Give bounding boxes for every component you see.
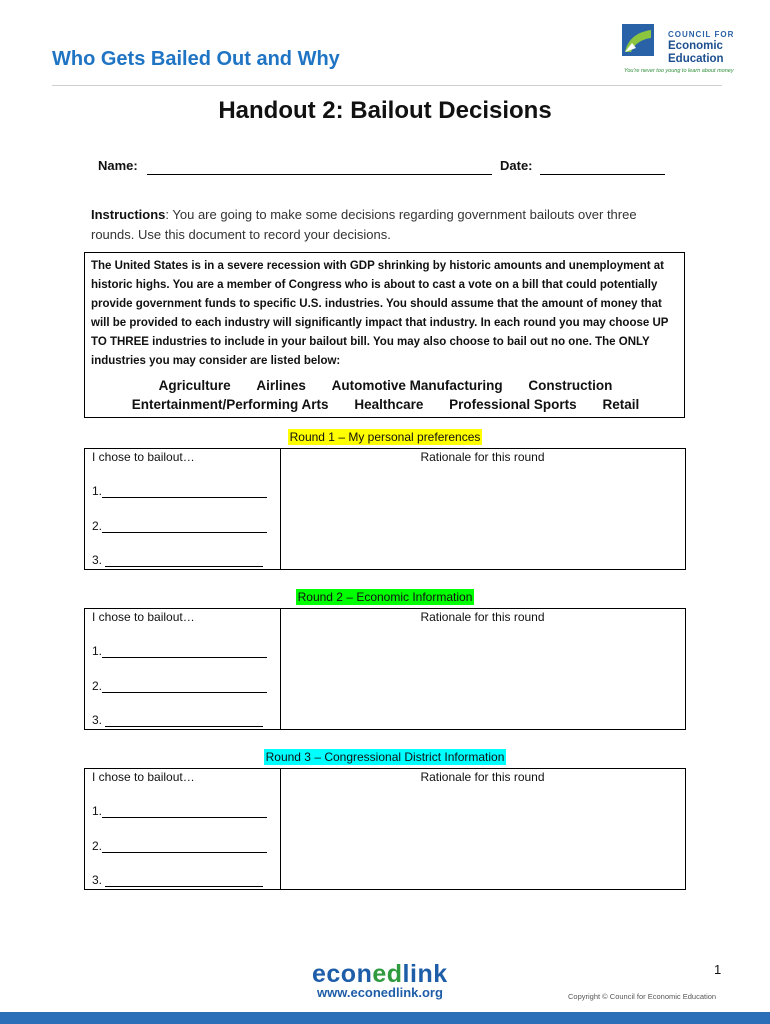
choice-2-field[interactable] [92,519,267,533]
footer-url[interactable]: www.econedlink.org [317,985,443,1000]
page-number: 1 [714,962,722,977]
choice-3-field[interactable] [92,873,263,887]
round-1-table [84,448,686,570]
industry-item: Professional Sports [449,397,577,412]
choice-2-field[interactable] [92,679,267,693]
scenario-box [84,252,685,418]
brand-part: link [402,960,448,988]
footer-bar [0,1012,770,1024]
industries-row-2 [85,397,686,412]
round-1-choices [85,449,281,569]
chose-label: I chose to bailout… [92,610,195,624]
logo-tagline: You're never too young to learn about money [624,68,734,74]
copyright: Copyright © Council for Economic Education [568,992,717,1001]
choice-number: 2. [92,679,103,693]
logo-line3: Education [668,53,724,65]
round-3-label [0,750,770,764]
industry-item: Construction [528,378,613,393]
round-1-label [0,430,770,444]
round-2-table [84,608,686,730]
chose-label: I chose to bailout… [92,450,195,464]
logo-wordmark [668,40,724,66]
industry-item: Agriculture [158,378,231,393]
brand-part: econ [312,960,373,988]
rationale-label: Rationale for this round [420,770,545,784]
industry-item: Healthcare [354,397,424,412]
choice-number: 3. [92,873,103,887]
industries-row-1 [85,378,686,393]
choice-1-field[interactable] [92,804,267,818]
instructions-label: Instructions [91,207,166,222]
econedlink-logo[interactable] [312,960,462,1000]
chose-label: I chose to bailout… [92,770,195,784]
industry-item: Automotive Manufacturing [331,378,503,393]
rationale-label: Rationale for this round [420,610,545,624]
round-2-label [0,590,770,604]
industry-item: Entertainment/Performing Arts [131,397,329,412]
choice-number: 1. [92,644,103,658]
name-field[interactable] [147,174,492,175]
brand-part: ed [372,960,403,988]
choice-number: 1. [92,804,103,818]
header-divider [52,85,722,86]
date-field[interactable] [540,174,665,175]
cee-logo [622,22,735,82]
rationale-label: Rationale for this round [420,450,545,464]
logo-line1: COUNCIL FOR [668,30,735,39]
cee-logo-icon [622,24,654,72]
choice-number: 3. [92,713,103,727]
choice-number: 3. [92,553,103,567]
choice-3-field[interactable] [92,713,263,727]
choice-3-field[interactable] [92,553,263,567]
choice-number: 2. [92,839,103,853]
round-2-choices [85,609,281,729]
round-1-label-text: Round 1 – My personal preferences [289,430,481,444]
round-2-label-text: Round 2 – Economic Information [297,590,473,604]
round-3-choices [85,769,281,889]
instructions [91,205,683,245]
scenario-text: The United States is in a severe recession with GDP shrinking by historic amounts and unemployment at historic highs. You are a member of Congress who is about to cast a vote on a bill that could potentially provide government funds to specific U.S. industries. You should assume that the amount of money that will be provided to each industry will significantly impact that industry. In each round you may choose UP TO THREE industries to include in your bailout bill. You may also choose to bail out no one. The ONLY industries you may consider are listed below: [91,260,669,367]
choice-number: 1. [92,484,103,498]
choice-1-field[interactable] [92,484,267,498]
choice-1-field[interactable] [92,644,267,658]
industry-item: Airlines [256,378,306,393]
date-label: Date: [500,158,533,173]
instructions-text: : You are going to make some decisions regarding government bailouts over three rounds. Use this document to record your decisions. [91,207,637,242]
choice-number: 2. [92,519,103,533]
header-title: Who Gets Bailed Out and Why [52,48,340,70]
round-3-table [84,768,686,890]
choice-2-field[interactable] [92,839,267,853]
industry-item: Retail [602,397,640,412]
round-3-label-text: Round 3 – Congressional District Information [265,750,505,764]
page-title: Handout 2: Bailout Decisions [218,97,552,124]
logo-line2: Economic [668,40,723,52]
name-label: Name: [98,158,138,173]
